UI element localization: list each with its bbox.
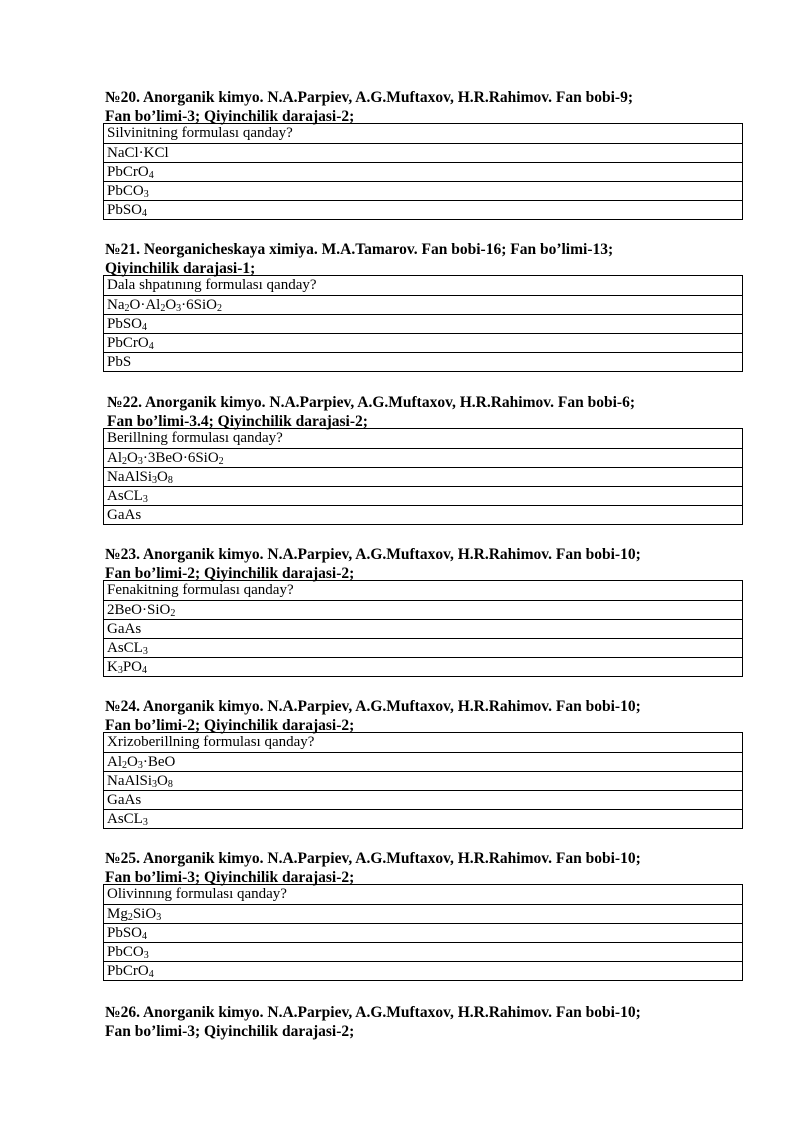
formula-text: 2BeO·SiO [107,602,171,618]
answer-option [104,505,742,524]
formula-subscript: 2 [122,760,127,771]
formula-subscript: 3 [143,189,149,200]
formula-text: PbSO [107,202,143,218]
question-text: Xrizoberillning formulası qanday? [107,734,315,750]
formula-text: ·BeO [142,754,176,770]
heading-line: Fan bo’limi-3; Qiyinchilik darajasi-2; [105,108,355,125]
answer-option [104,771,742,790]
formula-text: Na [107,297,125,313]
answer-option [104,923,742,942]
question-text: Olivinnıng formulası qanday? [107,886,287,902]
formula-text: Al [107,754,122,770]
formula-subscript: 3 [117,665,123,676]
formula-text: AsCL [107,640,143,656]
heading-line: Fan bo’limi-3; Qiyinchilik darajasi-2; [105,869,355,886]
formula-subscript: 2 [124,303,130,314]
answer-option [104,181,742,200]
answer-option [104,600,742,619]
heading-line: №22. Anorganik kimyo. N.A.Parpiev, A.G.Muftaxov, H.R.Rahimov. Fan bobi-6; [107,394,635,411]
formula-text: PO [122,659,143,675]
answer-option [104,467,742,486]
formula-text: SiO [132,906,157,922]
formula-text: K [107,659,118,675]
formula-subscript: 3 [176,303,182,314]
heading-line: Fan bo’limi-2; Qiyinchilik darajasi-2; [105,565,355,582]
formula-subscript: 3 [142,817,148,828]
question-table [103,123,743,220]
formula-text: GaAs [107,792,142,808]
answer-option [104,790,742,809]
question-heading [105,697,641,735]
question-heading [105,240,613,278]
formula-text: NaCl·KCl [107,145,169,161]
answer-option [104,295,742,314]
formula-subscript: 4 [142,208,148,219]
question-text: Fenakitning formulası qanday? [107,582,294,598]
formula-text: PbCrO [107,335,149,351]
question-text: Silvinitning formulası qanday? [107,125,293,141]
formula-subscript: 3 [137,760,143,771]
formula-subscript: 3 [142,494,148,505]
formula-text: Mg [107,906,128,922]
formula-text: O·Al [129,297,161,313]
formula-subscript: 3 [152,475,157,486]
answer-option [104,486,742,505]
question-heading [105,1003,641,1041]
answer-option [104,162,742,181]
answer-option [104,448,742,467]
formula-subscript: 4 [142,931,148,942]
heading-line: Fan bo’limi-2; Qiyinchilik darajasi-2; [105,717,355,734]
question-heading [107,393,635,431]
heading-line: Fan bo’limi-3.4; Qiyinchilik darajasi-2; [107,413,368,430]
formula-text: ·6SiO [181,297,218,313]
question-text: Berillning formulası qanday? [107,430,283,446]
formula-text: AsCL [107,488,143,504]
question-table [103,884,743,981]
heading-line: №21. Neorganicheskaya ximiya. M.A.Tamarov. Fan bobi-16; Fan bo’limi-13; [105,241,614,258]
question-table [103,580,743,677]
heading-line: №25. Anorganik kimyo. N.A.Parpiev, A.G.Muftaxov, H.R.Rahimov. Fan bobi-10; [105,850,641,867]
heading-line: Fan bo’limi-3; Qiyinchilik darajasi-2; [105,1023,355,1040]
formula-subscript: 4 [142,322,148,333]
formula-text: NaAlSi [107,773,152,789]
formula-text: Al [107,450,122,466]
formula-text: GaAs [107,507,142,523]
formula-subscript: 3 [152,779,157,790]
answer-option [104,333,742,352]
heading-line: №24. Anorganik kimyo. N.A.Parpiev, A.G.Muftaxov, H.R.Rahimov. Fan bobi-10; [105,698,641,715]
formula-text: PbSO [107,925,143,941]
answer-option [104,143,742,162]
formula-subscript: 4 [148,341,154,352]
question-heading [105,849,641,887]
formula-text: AsCL [107,811,143,827]
question-heading [105,88,633,126]
question-heading [105,545,641,583]
formula-subscript: 2 [218,456,224,467]
formula-text: PbCrO [107,164,149,180]
formula-text: NaAlSi [107,469,152,485]
heading-line: №23. Anorganik kimyo. N.A.Parpiev, A.G.Muftaxov, H.R.Rahimov. Fan bobi-10; [105,546,641,563]
formula-text: O [127,450,138,466]
formula-subscript: 2 [170,608,176,619]
formula-text: PbSO [107,316,143,332]
formula-subscript: 2 [160,303,166,314]
formula-subscript: 8 [167,475,173,486]
answer-option [104,314,742,333]
formula-subscript: 8 [167,779,173,790]
formula-text: GaAs [107,621,142,637]
formula-subscript: 4 [142,665,148,676]
question-text: Dala shpatınıng formulası qanday? [107,277,317,293]
answer-option [104,809,742,828]
formula-text: PbS [107,354,132,370]
answer-option [104,752,742,771]
answer-option [104,200,742,219]
question-table [103,732,743,829]
heading-line: №20. Anorganik kimyo. N.A.Parpiev, A.G.Muftaxov, H.R.Rahimov. Fan bobi-9; [105,89,633,106]
formula-text: PbCrO [107,963,149,979]
formula-text: O [127,754,138,770]
formula-subscript: 3 [142,646,148,657]
formula-subscript: 3 [143,950,149,961]
question-table [103,275,743,372]
formula-text: PbCO [107,183,144,199]
formula-subscript: 4 [148,969,154,980]
answer-option [104,961,742,980]
formula-text: ·3BeO·6SiO [142,450,219,466]
answer-option [104,657,742,676]
answer-option [104,638,742,657]
formula-subscript: 2 [127,912,133,923]
formula-subscript: 2 [122,456,127,467]
formula-text: O [165,297,177,313]
answer-option [104,352,742,371]
formula-subscript: 3 [137,456,143,467]
answer-option [104,942,742,961]
formula-subscript: 3 [156,912,162,923]
question-table [103,428,743,525]
answer-option [104,904,742,923]
formula-text: O [157,773,168,789]
formula-text: O [157,469,168,485]
formula-text: PbCO [107,944,144,960]
heading-line: Qiyinchilik darajasi-1; [105,260,256,277]
heading-line: №26. Anorganik kimyo. N.A.Parpiev, A.G.Muftaxov, H.R.Rahimov. Fan bobi-10; [105,1004,641,1021]
formula-subscript: 4 [148,170,154,181]
answer-option [104,619,742,638]
formula-subscript: 2 [217,303,223,314]
